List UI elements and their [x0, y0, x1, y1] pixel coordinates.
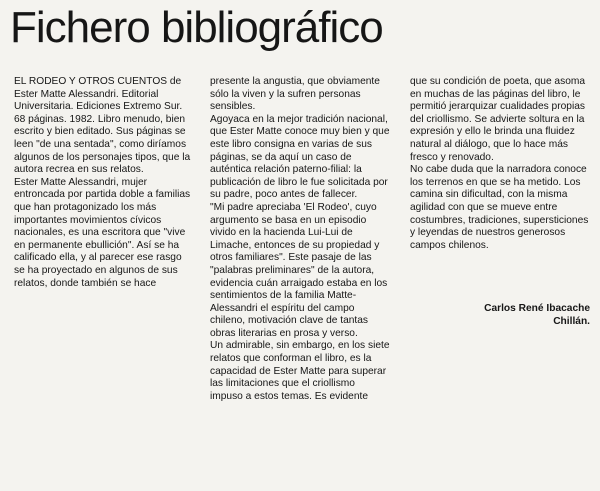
paragraph: "Mi padre apreciaba 'El Rodeo', cuyo argumento se basa en un episodio vivido en la hacienda Lui-Lui de Limache, entonces de su propiedad y otros familiares". Este pasaje de las "palabras preliminares" de la autora, evidencia cuán arraigado estaba en los sentimientos de la familia Matte-Alessandri el espíritu del campo chileno, motivación clave de tantas obras literarias en prosa y verso.: [210, 201, 388, 339]
author-name: Carlos René Ibacache: [484, 303, 590, 314]
paragraph: EL RODEO Y OTROS CUENTOS de Ester Matte Alessandri. Editorial Universitaria. Ediciones Extremo Sur. 68 páginas. 1982. Libro menudo, bien escrito y bien editado. Sus páginas se leen "de una sentada", como diríamos algunos de los personajes tipos, que la autora recrea en sus relatos.: [14, 76, 191, 176]
paragraph: presente la angustia, que obviamente sólo la viven y la sufren personas sensibles.: [210, 76, 380, 113]
paragraph: No cabe duda que la narradora conoce los terrenos en que se ha metido. Los camina sin dificultad, con la misma agilidad con que se mueve entre costumbres, tradiciones, supersticiones y leyendas de nuestros generosos campos chilenos.: [410, 164, 589, 251]
signature-block: [484, 303, 590, 328]
paragraph: Agoyaca en la mejor tradición nacional, que Ester Matte conoce muy bien y que este libro consigna en varias de sus páginas, se da aquí un caso de auténtica relación paterno-filial: la publicación de libro le fue solicitada por su padre, poco antes de fallecer.: [210, 113, 390, 201]
paragraph: Un admirable, sin embargo, en los siete relatos que conforman el libro, es la capacidad de Ester Matte para superar las limitaciones que el criollismo impuso a estos temas. Es evidente: [210, 340, 390, 402]
paragraph: Ester Matte Alessandri, mujer entroncada por partida doble a familias que han protagonizado los más importantes movimientos cívicos nacionales, es una escritora que "vive en permanente ebullición". Así se ha calificado ella, y al parecer ese rasgo se ha proyectado en algunos de sus relatos, donde también se hace: [14, 176, 191, 289]
paragraph: que su condición de poeta, que asoma en muchas de las páginas del libro, le permitió jerarquizar cualidades propias del criollismo. Se advierte soltura en la expresión y ello le brinda una fluidez natural al diálogo, que lo hace más fresco y renovado.: [410, 76, 586, 163]
page-title: Fichero bibliográfico: [10, 3, 383, 52]
text-column-2: [210, 76, 390, 403]
author-place: Chillán.: [553, 315, 590, 327]
text-column-1: [14, 76, 194, 290]
text-column-3: [410, 76, 592, 252]
